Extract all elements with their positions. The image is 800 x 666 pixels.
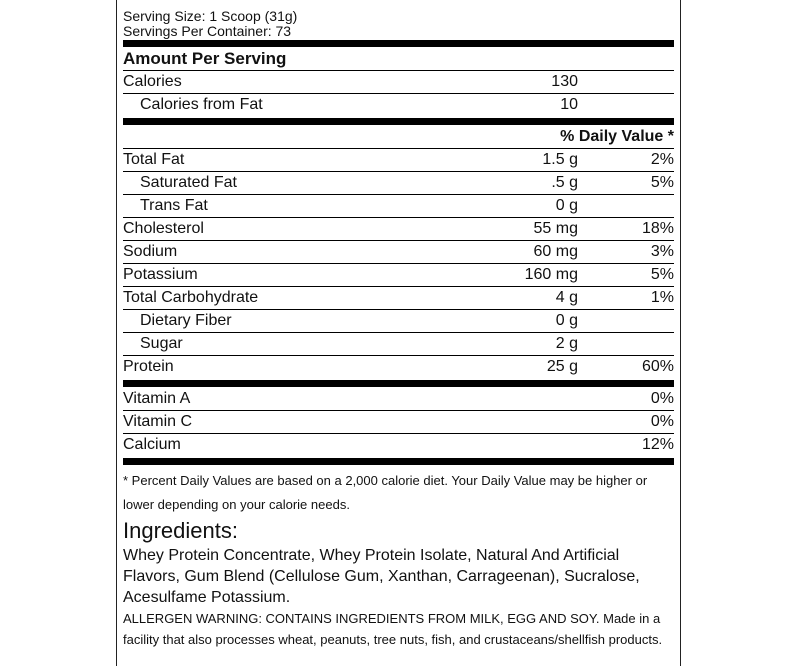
nutrient-row xyxy=(123,218,674,241)
daily-value-heading: % Daily Value * xyxy=(123,126,674,149)
nutrient-name: Sugar xyxy=(140,335,183,352)
divider-thick xyxy=(123,458,674,465)
nutrient-name: Trans Fat xyxy=(140,197,208,214)
daily-value-footnote: * Percent Daily Values are based on a 2,000 calorie diet. Your Daily Value may be higher or lower depending on your calorie needs. xyxy=(123,473,648,512)
nutrient-amount: 1.5 g xyxy=(542,151,578,168)
calories-value: 130 xyxy=(551,73,578,90)
nutrient-daily-value: 1% xyxy=(650,289,674,306)
nutrient-name: Total Carbohydrate xyxy=(123,289,259,306)
servings-per-container: Servings Per Container: 73 xyxy=(123,23,292,39)
nutrient-daily-value: 3% xyxy=(650,243,674,260)
nutrient-row xyxy=(123,149,674,172)
nutrient-amount: 60 mg xyxy=(533,243,578,260)
vitamin-daily-value: 0% xyxy=(650,390,674,407)
divider-thick xyxy=(123,40,674,47)
nutrient-row xyxy=(123,241,674,264)
calories-row xyxy=(123,71,674,94)
nutrient-daily-value: 60% xyxy=(641,358,674,375)
nutrient-amount: 25 g xyxy=(546,358,578,375)
nutrient-amount: .5 g xyxy=(551,174,578,191)
ingredients-text: Whey Protein Concentrate, Whey Protein Isolate, Natural And Artificial Flavors, Gum Blend (Cellulose Gum, Xanthan, Carrageenan), Sucralose, Acesulfame Potassium. xyxy=(123,547,640,606)
nutrient-name: Protein xyxy=(123,358,174,375)
serving-size: Serving Size: 1 Scoop (31g) xyxy=(123,8,298,24)
nutrient-daily-value: 18% xyxy=(641,220,674,237)
divider-thick xyxy=(123,380,674,387)
nutrition-facts-label xyxy=(116,0,681,666)
nutrient-amount: 0 g xyxy=(555,312,578,329)
calories-from-fat-label: Calories from Fat xyxy=(140,96,263,113)
vitamin-daily-value: 12% xyxy=(641,436,674,453)
nutrient-row xyxy=(123,333,674,356)
nutrient-row xyxy=(123,264,674,287)
nutrient-daily-value: 5% xyxy=(650,174,674,191)
nutrient-row xyxy=(123,195,674,218)
vitamin-name: Calcium xyxy=(123,436,181,453)
vitamin-daily-value: 0% xyxy=(650,413,674,430)
nutrient-name: Saturated Fat xyxy=(140,174,237,191)
ingredients-title: Ingredients: xyxy=(123,518,238,543)
nutrient-list xyxy=(123,149,674,379)
nutrient-row xyxy=(123,172,674,195)
nutrient-name: Total Fat xyxy=(123,151,185,168)
calories-from-fat-value: 10 xyxy=(560,96,578,113)
allergen-warning: ALLERGEN WARNING: CONTAINS INGREDIENTS FROM MILK, EGG AND SOY. Made in a facility that also processes wheat, peanuts, tree nuts, fish, and crustaceans/shellfish products. xyxy=(123,611,663,647)
nutrient-amount: 4 g xyxy=(555,289,578,306)
calories-label: Calories xyxy=(123,73,182,90)
nutrient-amount: 0 g xyxy=(555,197,578,214)
nutrient-daily-value: 5% xyxy=(650,266,674,283)
vitamin-name: Vitamin A xyxy=(123,390,191,407)
nutrient-row xyxy=(123,310,674,333)
nutrient-amount: 2 g xyxy=(555,335,578,352)
divider-thick xyxy=(123,118,674,125)
nutrient-name: Cholesterol xyxy=(123,220,204,237)
nutrient-name: Potassium xyxy=(123,266,198,283)
calories-from-fat-row xyxy=(123,94,674,117)
vitamin-row xyxy=(123,434,674,457)
vitamin-row xyxy=(123,388,674,411)
vitamin-name: Vitamin C xyxy=(123,413,193,430)
nutrient-row xyxy=(123,287,674,310)
nutrient-name: Dietary Fiber xyxy=(140,312,232,329)
nutrient-amount: 55 mg xyxy=(533,220,578,237)
vitamin-list xyxy=(123,388,674,457)
nutrient-daily-value: 2% xyxy=(650,151,674,168)
nutrient-amount: 160 mg xyxy=(524,266,578,283)
nutrient-name: Sodium xyxy=(123,243,178,260)
amount-per-serving-heading: Amount Per Serving xyxy=(123,48,674,71)
vitamin-row xyxy=(123,411,674,434)
nutrient-row xyxy=(123,356,674,379)
